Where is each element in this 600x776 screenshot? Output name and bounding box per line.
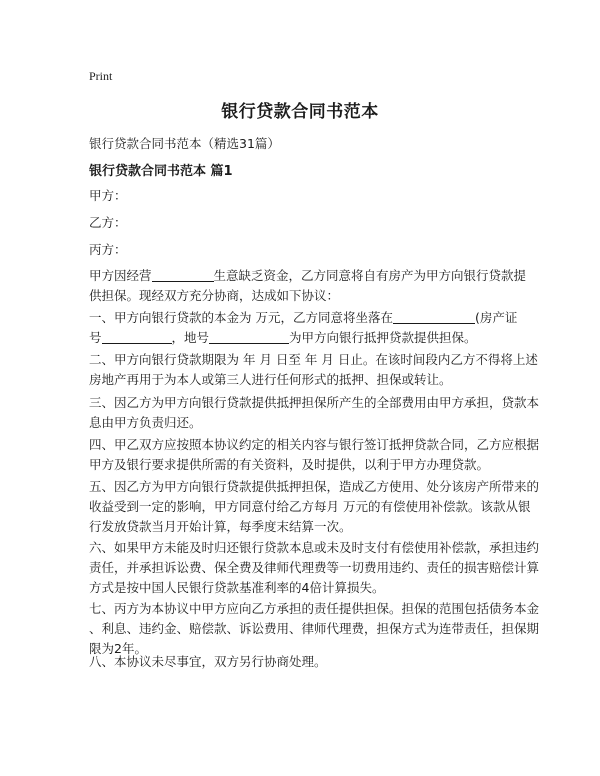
clause-3-line-2: 息由甲方负责归还。	[89, 415, 202, 430]
clause-3-line-1: 三、因乙方为甲方向银行贷款提供抵押担保所产生的全部费用由甲方承担，贷款本	[89, 395, 540, 410]
party-a-line: 甲方：	[89, 188, 127, 203]
intro-paragraph	[89, 266, 527, 306]
intro-line-1	[89, 266, 527, 286]
clause-1-text-c: 号	[89, 330, 102, 345]
print-label: Print	[89, 69, 113, 83]
clause-1-text-e: 为甲方向银行抵押贷款提供担保。	[289, 330, 477, 345]
clause-5-line-3: 行发放贷款当月开始计算，每季度末结算一次。	[89, 519, 352, 534]
clause-2-line-2: 房地产再用于为本人或第三人进行任何形式的抵押、担保或转让。	[89, 372, 452, 387]
clause-6-line-2: 责任，并承担诉讼费、保全费及律师代理费等一切费用违约、责任的损害赔偿计算	[89, 560, 540, 575]
document-title: 银行贷款合同书范本	[221, 102, 379, 122]
clause-1-text-a: 一、甲方向银行贷款的本金为 万元，乙方同意将坐落在	[89, 310, 393, 325]
clause-7-line-3: 限为2年。	[89, 641, 147, 656]
clause-7	[89, 599, 540, 659]
document-subtitle: 银行贷款合同书范本（精选31篇）	[89, 136, 280, 151]
certificate-number-blank	[102, 330, 172, 344]
clause-5-line-2: 收益受到一定的影响，甲方同意付给乙方每月 万元的有偿使用补偿款。该款从银	[89, 499, 531, 514]
clause-1-text-d: ，地号	[171, 330, 210, 345]
party-b-line: 乙方：	[89, 215, 127, 230]
clause-5	[89, 477, 540, 537]
clause-4	[89, 435, 540, 475]
clause-2-line-1: 二、甲方向银行贷款期限为 年 月 日至 年 月 日止。在该时间段内乙方不得将上述	[89, 352, 538, 367]
lot-number-blank	[209, 330, 289, 344]
clause-4-line-1: 四、甲乙双方应按照本协议约定的相关内容与银行签订抵押贷款合同，乙方应根据	[89, 437, 540, 452]
section-heading: 银行贷款合同书范本 篇1	[89, 164, 233, 179]
location-blank	[393, 310, 475, 324]
clause-6-line-1: 六、如果甲方未能及时归还银行贷款本息或未及时支付有偿使用补偿款，承担违约	[89, 540, 540, 555]
intro-text-a: 甲方因经营	[89, 268, 152, 283]
clause-6-line-3: 方式是按中国人民银行贷款基准利率的4倍计算损失。	[89, 580, 385, 595]
clause-2	[89, 350, 538, 390]
clause-5-line-1: 五、因乙方为甲方向银行贷款提供抵押担保，造成乙方使用、处分该房产所带来的	[89, 479, 540, 494]
clause-3	[89, 393, 540, 433]
clause-8	[89, 652, 514, 672]
clause-7-line-1: 七、丙方为本协议中甲方应向乙方承担的责任提供担保。担保的范围包括债务本金	[89, 601, 540, 616]
clause-1-line-1	[89, 308, 518, 328]
business-blank	[152, 268, 214, 282]
party-c-line: 丙方：	[89, 242, 127, 257]
clause-4-line-2: 甲方及银行要求提供所需的有关资料，及时提供，以利于甲方办理贷款。	[89, 457, 490, 472]
intro-line-2: 供担保。现经双方充分协商，达成如下协议：	[89, 288, 340, 303]
clause-7-line-2: 、利息、违约金、赔偿款、诉讼费用、律师代理费，担保方式为连带责任，担保期	[89, 621, 540, 636]
clause-6	[89, 538, 540, 598]
clause-1-line-2	[89, 328, 514, 348]
intro-text-b: 生意缺乏资金，乙方同意将自有房产为甲方向银行贷款提	[213, 268, 527, 283]
clause-1	[89, 308, 518, 348]
clause-1-text-b: (房产证	[474, 310, 518, 325]
clause-8-line-1: 八、本协议未尽事宜，双方另行协商处理。	[89, 654, 327, 669]
